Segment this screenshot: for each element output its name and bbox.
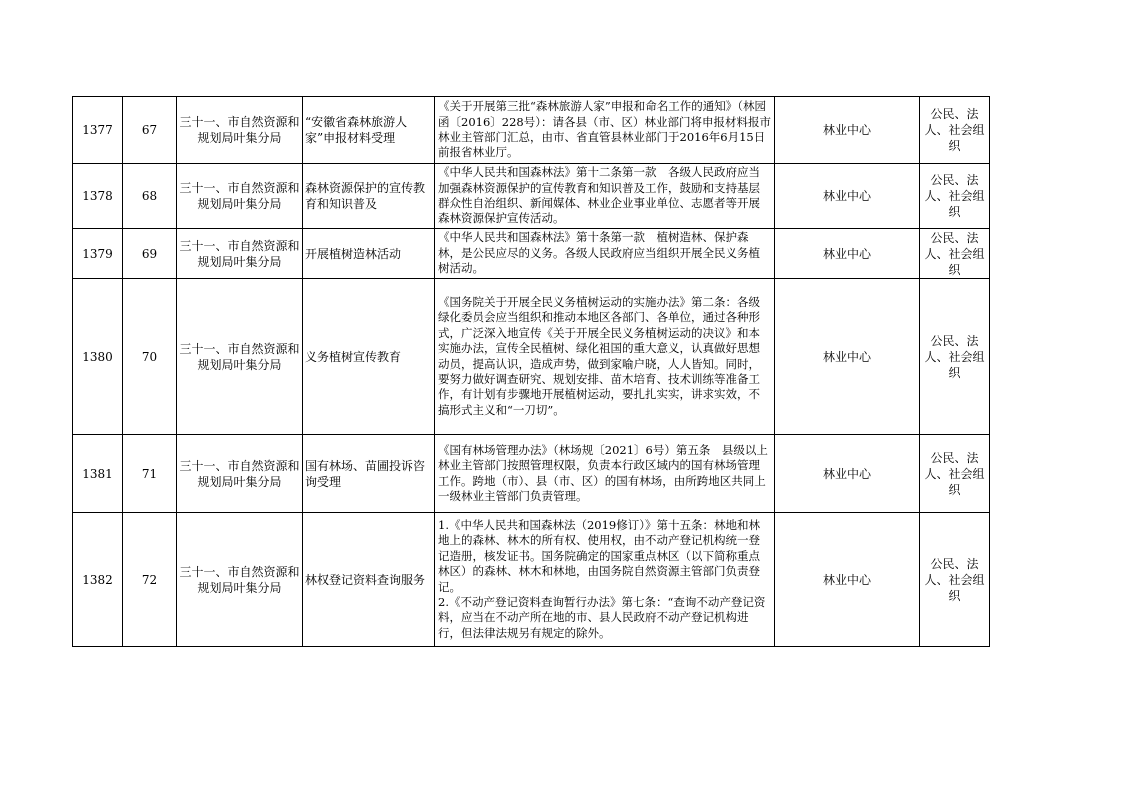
table-row xyxy=(73,279,990,435)
table-row xyxy=(73,229,990,279)
service-target-cell: 公民、法人、社会组织 xyxy=(920,435,990,513)
department-cell: 三十一、市自然资源和规划局叶集分局 xyxy=(177,513,303,647)
service-target-cell: 公民、法人、社会组织 xyxy=(920,164,990,229)
item-name-cell: 林权登记资料查询服务 xyxy=(303,513,435,647)
legal-basis-text: 《关于开展第三批“森林旅游人家”申报和命名工作的通知》（林园函〔2016〕228号）：请各县（市、区）林业部门将申报材料报市林业主管部门汇总，由市、省直管县林业部门于2016年6月15日前报省林业厅。 xyxy=(438,99,771,160)
seq-cell: 1377 xyxy=(73,97,123,164)
legal-basis-text: 《中华人民共和国森林法》第十条第一款 植树造林、保护森林，是公民应尽的义务。各级人民政府应当组织开展全民义务植树活动。 xyxy=(438,230,760,276)
service-items-table xyxy=(72,96,990,647)
item-name-cell: 开展植树造林活动 xyxy=(303,229,435,279)
responsible-unit-cell: 林业中心 xyxy=(775,279,920,435)
department-cell: 三十一、市自然资源和规划局叶集分局 xyxy=(177,97,303,164)
responsible-unit-cell: 林业中心 xyxy=(775,513,920,647)
table-row xyxy=(73,513,990,647)
legal-basis-cell xyxy=(435,164,775,229)
legal-basis-cell xyxy=(435,279,775,435)
legal-basis-cell xyxy=(435,513,775,647)
seq-cell: 1382 xyxy=(73,513,123,647)
item-name-cell: 国有林场、苗圃投诉咨询受理 xyxy=(303,435,435,513)
table-body xyxy=(73,97,990,647)
department-cell: 三十一、市自然资源和规划局叶集分局 xyxy=(177,229,303,279)
sub-seq-cell: 72 xyxy=(123,513,177,647)
sub-seq-cell: 67 xyxy=(123,97,177,164)
seq-cell: 1379 xyxy=(73,229,123,279)
legal-basis-cell xyxy=(435,229,775,279)
responsible-unit-cell: 林业中心 xyxy=(775,229,920,279)
sub-seq-cell: 71 xyxy=(123,435,177,513)
legal-basis-text: 《国有林场管理办法》（林场规〔2021〕6号）第五条 县级以上林业主管部门按照管理权限，负责本行政区域内的国有林场管理工作。跨地（市）、县（市、区）的国有林场，由所跨地区共同上一级林业主管部门负责管理。 xyxy=(438,442,768,503)
legal-basis-text: 《国务院关于开展全民义务植树运动的实施办法》第二条：各级绿化委员会应当组织和推动本地区各部门、各单位，通过各种形式，广泛深入地宣传《关于开展全民义务植树运动的决议》和本实施办法，宣传全民植树、绿化祖国的重大意义，认真做好思想动员，提高认识，造成声势，做到家喻户晓，人人皆知。同时，要努力做好调查研究、规划安排、苗木培育、技术训练等准备工作，有计划有步骤地开展植树运动，要扎扎实实，讲求实效，不搞形式主义和“一刀切”。 xyxy=(438,294,760,417)
item-name-cell: 森林资源保护的宣传教育和知识普及 xyxy=(303,164,435,229)
table-row xyxy=(73,97,990,164)
department-cell: 三十一、市自然资源和规划局叶集分局 xyxy=(177,435,303,513)
responsible-unit-cell: 林业中心 xyxy=(775,97,920,164)
sub-seq-cell: 70 xyxy=(123,279,177,435)
legal-basis-cell xyxy=(435,435,775,513)
sub-seq-cell: 68 xyxy=(123,164,177,229)
table-row xyxy=(73,435,990,513)
service-target-cell: 公民、法人、社会组织 xyxy=(920,513,990,647)
responsible-unit-cell: 林业中心 xyxy=(775,164,920,229)
seq-cell: 1380 xyxy=(73,279,123,435)
service-target-cell: 公民、法人、社会组织 xyxy=(920,229,990,279)
seq-cell: 1378 xyxy=(73,164,123,229)
legal-basis-text: 《中华人民共和国森林法》第十二条第一款 各级人民政府应当加强森林资源保护的宣传教育和知识普及工作，鼓励和支持基层群众性自治组织、新闻媒体、林业企业事业单位、志愿者等开展森林资源保护宣传活动。 xyxy=(438,165,760,226)
sub-seq-cell: 69 xyxy=(123,229,177,279)
legal-basis-text: 2.《不动产登记资料查询暂行办法》第七条：“查询不动产登记资料，应当在不动产所在地的市、县人民政府不动产登记机构进行，但法律法规另有规定的除外。 xyxy=(438,594,766,640)
table-row xyxy=(73,164,990,229)
item-name-cell: 义务植树宣传教育 xyxy=(303,279,435,435)
service-target-cell: 公民、法人、社会组织 xyxy=(920,97,990,164)
department-cell: 三十一、市自然资源和规划局叶集分局 xyxy=(177,279,303,435)
seq-cell: 1381 xyxy=(73,435,123,513)
department-cell: 三十一、市自然资源和规划局叶集分局 xyxy=(177,164,303,229)
legal-basis-text: 1.《中华人民共和国森林法（2019修订）》第十五条：林地和林地上的森林、林木的所有权、使用权，由不动产登记机构统一登记造册，核发证书。国务院确定的国家重点林区（以下简称重点林区）的森林、林木和林地，由国务院自然资源主管部门负责登记。 xyxy=(438,517,760,594)
legal-basis-cell xyxy=(435,97,775,164)
item-name-cell: “安徽省森林旅游人家”申报材料受理 xyxy=(303,97,435,164)
service-target-cell: 公民、法人、社会组织 xyxy=(920,279,990,435)
responsible-unit-cell: 林业中心 xyxy=(775,435,920,513)
